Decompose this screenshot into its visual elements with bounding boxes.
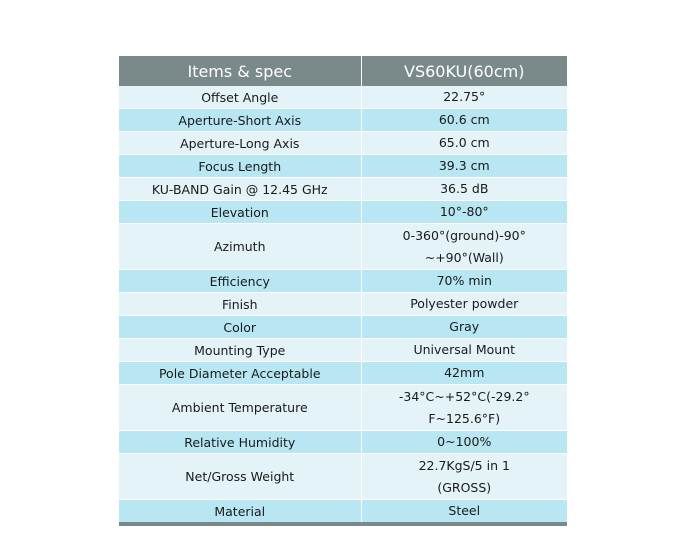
spec-table [119, 56, 567, 523]
spec-value-line: Universal Mount [413, 342, 516, 357]
table-row [119, 224, 567, 270]
spec-label: Finish [119, 293, 361, 316]
table-row [119, 86, 567, 109]
spec-label: Relative Humidity [119, 431, 361, 454]
spec-value [361, 431, 567, 454]
spec-label: Elevation [119, 201, 361, 224]
table-row [119, 316, 567, 339]
spec-value-line: 70% min [436, 273, 492, 288]
spec-label: Color [119, 316, 361, 339]
spec-value-line: 65.0 cm [438, 135, 490, 150]
spec-value-line: 42mm [444, 365, 485, 380]
spec-label: Offset Angle [119, 86, 361, 109]
spec-value-line: 60.6 cm [438, 112, 490, 127]
table-row [119, 293, 567, 316]
spec-value [361, 270, 567, 293]
spec-value [361, 86, 567, 109]
spec-value [361, 316, 567, 339]
spec-value [361, 109, 567, 132]
spec-label: Mounting Type [119, 339, 361, 362]
table-row [119, 178, 567, 201]
spec-value-line: 36.5 dB [440, 181, 489, 196]
table-row [119, 155, 567, 178]
table-row [119, 132, 567, 155]
table-footer-bar [119, 522, 567, 526]
spec-label: Focus Length [119, 155, 361, 178]
spec-label: Material [119, 500, 361, 523]
spec-value-line: 0~100% [437, 434, 492, 449]
spec-value-line: ~+90°(Wall) [424, 249, 504, 265]
spec-value-line: Polyester powder [410, 296, 519, 311]
table-header-row [119, 56, 567, 86]
spec-table-body [119, 86, 567, 523]
spec-value-line: (GROSS) [437, 479, 492, 495]
header-model: VS60KU(60cm) [361, 56, 567, 86]
spec-value [361, 132, 567, 155]
table-row [119, 454, 567, 500]
spec-label: KU-BAND Gain @ 12.45 GHz [119, 178, 361, 201]
spec-value-line: -34°C~+52°C(-29.2° [398, 388, 530, 404]
spec-value [361, 339, 567, 362]
spec-value [361, 224, 567, 270]
table-row [119, 431, 567, 454]
table-row [119, 362, 567, 385]
spec-label: Azimuth [119, 224, 361, 270]
table-row [119, 109, 567, 132]
table-row [119, 339, 567, 362]
spec-value [361, 385, 567, 431]
spec-label: Aperture-Long Axis [119, 132, 361, 155]
spec-value-line: 22.7KgS/5 in 1 [418, 457, 510, 473]
spec-label: Efficiency [119, 270, 361, 293]
spec-label: Aperture-Short Axis [119, 109, 361, 132]
spec-label: Net/Gross Weight [119, 454, 361, 500]
spec-value [361, 155, 567, 178]
table-row [119, 201, 567, 224]
spec-value-line: 10°-80° [439, 204, 489, 219]
spec-label: Ambient Temperature [119, 385, 361, 431]
spec-value-line: 39.3 cm [438, 158, 490, 173]
table-row [119, 500, 567, 523]
spec-value-line: Gray [449, 319, 480, 334]
spec-value [361, 293, 567, 316]
spec-value [361, 201, 567, 224]
table-row [119, 385, 567, 431]
spec-value-line: 22.75° [443, 89, 486, 104]
spec-label: Pole Diameter Acceptable [119, 362, 361, 385]
header-items-spec: Items & spec [119, 56, 361, 86]
spec-value [361, 500, 567, 523]
spec-value-line: 0-360°(ground)-90° [402, 227, 526, 243]
table-row [119, 270, 567, 293]
spec-value-line: F~125.6°F) [428, 410, 501, 426]
spec-value [361, 362, 567, 385]
spec-value [361, 178, 567, 201]
spec-value-line: Steel [448, 503, 481, 518]
spec-value [361, 454, 567, 500]
